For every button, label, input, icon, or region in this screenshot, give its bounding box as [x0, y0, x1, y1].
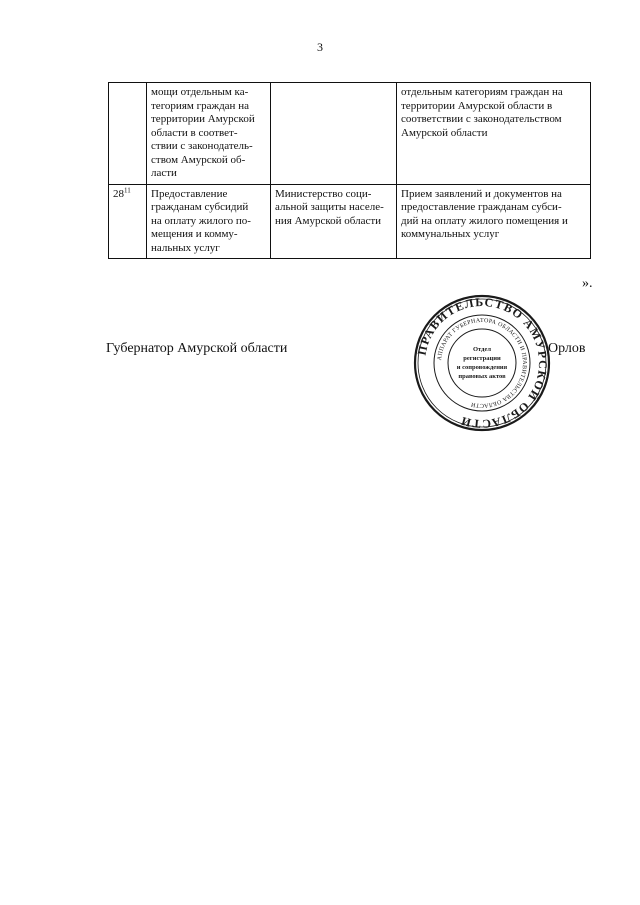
- seal-graphic: [412, 293, 552, 433]
- services-table: [108, 82, 591, 259]
- seal-outer-text: ПРАВИТЕЛЬСТВО АМУРСКОЙ ОБЛАСТИ: [414, 294, 551, 432]
- row-number-superscript: 11: [124, 185, 131, 194]
- row-number-cell: [109, 184, 147, 259]
- seal-center-line-2: регистрации: [463, 355, 501, 362]
- service-name-cell: Предоставление гражданам субсидий на оплату жилого по- мещения и комму- нальных услуг: [147, 184, 271, 259]
- page-number: 3: [317, 40, 323, 54]
- seal-center-line-4: правовых актов: [458, 373, 506, 380]
- closing-quote-mark: ».: [582, 276, 593, 291]
- seal-center-line-3: и сопровождения: [456, 364, 508, 371]
- organization-cell: [271, 83, 397, 185]
- seal-inner-text: АППАРАТ ГУБЕРНАТОРА ОБЛАСТИ И ПРАВИТЕЛЬСТВА ОБЛАСТИ: [437, 317, 528, 409]
- organization-cell: Министерство соци- альной защиты населе- ния Амурской области: [271, 184, 397, 259]
- seal-inner-ring: [448, 329, 516, 397]
- service-name-cell: мощи отдельным ка- тегориям граждан на территории Амурской области в соответ- ствии с законодатель- ством Амурской об- ласти: [147, 83, 271, 185]
- official-seal: [412, 293, 552, 433]
- table-row: [109, 184, 591, 259]
- row-number-cell: [109, 83, 147, 185]
- signature-title: Губернатор Амурской области: [106, 341, 288, 356]
- table-row: [109, 83, 591, 185]
- service-description-cell: Прием заявлений и документов на предоставление гражданам субси- дий на оплату жилого помещения и коммунальных услуг: [397, 184, 591, 259]
- seal-center-line-1: Отдел: [473, 346, 491, 353]
- svg-text:АППАРАТ ГУБЕРНАТОРА ОБЛАСТИ И: [437, 318, 527, 408]
- service-description-cell: отдельным категориям граждан на территории Амурской области в соответствии с законодательством Амурской области: [397, 83, 591, 185]
- row-number: 28: [113, 187, 124, 200]
- signature-name: Орлов: [548, 341, 586, 356]
